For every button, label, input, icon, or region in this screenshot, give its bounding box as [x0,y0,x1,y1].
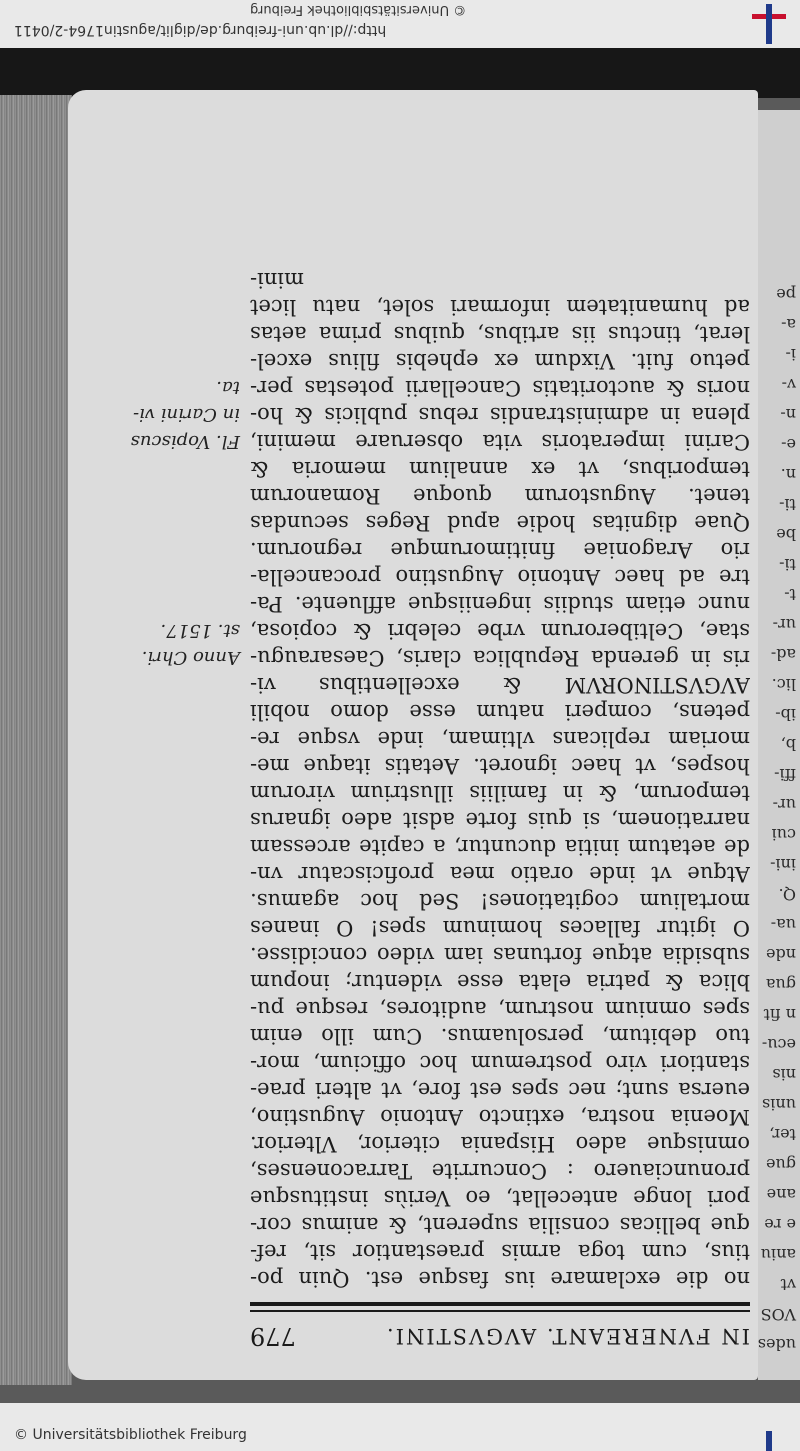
text-line: Moenia nostra, extincto Antonio Augustino, [250,1105,750,1129]
facing-fragment: ane [766,1185,796,1204]
facing-fragment: ad- [770,645,796,664]
margin-note: in Carini vi- [132,404,240,425]
margin-note: Fl. Vopiscus [130,431,240,452]
facing-fragment: nis [772,1065,796,1084]
page-edges [0,95,72,1385]
text-line: moriam replicans vltimam, inde vsque re- [250,727,750,751]
rule-thick [250,1302,750,1306]
facing-fragment: vt [780,1275,796,1294]
facing-fragment: ti- [779,555,796,574]
margin-note: Anno Chri. [141,647,240,668]
facing-fragment: ecu- [761,1035,796,1054]
text-line: petens, comperi natum esse domo nobili [250,700,750,724]
facing-fragment: pe [776,285,796,304]
facing-fragment: unis [762,1095,796,1114]
facing-page [758,110,800,1380]
text-line: que bellicas consilia superent, & animus cor- [250,1213,750,1237]
text-line: AVGVSTINORVM & excellentibus vi- [250,673,750,697]
text-line: omnisque adeo Hispania citerior, Vlterior. [250,1132,750,1156]
text-line: tre ad haec Antonio Augustino procancella- [250,565,750,589]
facing-fragment: ur- [772,795,796,814]
text-line: ris in gerenda Republica claris, Caesaraugu- [250,646,750,670]
text-line: rio Aragoniae finitimorumque regnorum. [250,538,750,562]
facing-fragment: i- [785,345,796,364]
facing-fragment: gue [765,1155,796,1174]
facing-fragment: ti- [779,495,796,514]
text-line: petuo fuit. Vixdum ex ephebis filius excel- [250,349,750,373]
facing-fragment: ur- [772,615,796,634]
facing-fragment: n- [780,405,796,424]
text-line: tenet. Augustorum quoque Romanorum [250,484,750,508]
text-line: ad humanitatem informari solet, natu licet [250,295,750,319]
text-line: no die exclamare ius fasque est. Quin po- [250,1267,750,1291]
library-logo [752,4,786,44]
footer-banner [0,1403,800,1451]
facing-fragment: lic. [771,675,796,694]
text-line: lerat, tinctus iis artibus, quibus prima aetas [250,322,750,346]
text-line: plena in administrandis rebus publicis & ho- [250,403,750,427]
text-line: tius, cum toga armis praestantior sit, ref- [250,1240,750,1264]
text-line: temporibus, vt ex annalium memoria & [250,457,750,481]
facing-fragment: v- [781,375,796,394]
facing-fragment: cui [771,825,796,844]
facing-fragment: ini- [770,855,796,874]
text-line: Quae dignitas hodie apud Reges secundas [250,511,750,535]
text-line: spes omnium nostrum, auditores, resque pu- [250,997,750,1021]
facing-fragment: n. [780,465,796,484]
facing-fragment: aniu [760,1245,796,1264]
facing-fragment: a- [781,315,796,334]
text-line: pori longe antecellat, eo Veriùs institusque [250,1186,750,1210]
header-banner [0,0,800,48]
facing-fragment: e- [781,435,796,454]
facing-fragment: e re [764,1215,796,1234]
facing-fragment: Q. [778,885,796,904]
facing-fragment: n fit [763,1005,796,1024]
text-line: blica & patria elata esse videntur; inopum [250,970,750,994]
footer-logo [752,1431,786,1451]
text-line: nunc etiam studiis ingeniisque affluente. Pa- [250,592,750,616]
text-line: subsidia atque fortunas iam video concidisse. [250,943,750,967]
facing-fragment: ffi- [774,765,796,784]
margin-note: st. 1517. [160,620,240,641]
facing-fragment: gua [765,975,796,994]
facing-fragment: VOS [760,1305,796,1324]
facing-fragment: ter, [769,1125,796,1144]
text-line: mini- [250,268,304,292]
source-url[interactable]: http://dl.ub.uni-freiburg.de/diglit/agustin1764-2/0411 [14,22,387,38]
running-head [250,1310,750,1350]
text-line: O igitur fallaces hominum spes! O inanes [250,916,750,940]
text-line: pronunciauero : Concurrite Tarraconenses, [250,1159,750,1183]
text-line: noris & auctoritatis Cancellarii potestas per- [250,376,750,400]
facing-fragment: be [776,525,796,544]
text-line: stantiori viro postremum hoc officium, mor- [250,1051,750,1075]
body-text [250,266,750,1292]
facing-fragment: udes [758,1335,796,1354]
text-line: Atque vt inde oratio mea proficiscatur vn- [250,862,750,886]
text-line: tuo debitum, persoluamus. Cum illo enim [250,1024,750,1048]
text-line: hospes, vt haec ignoret. Aetatis itaque me- [250,754,750,778]
text-line: narrationem, si quis forte adsit adeo ignarus [250,808,750,832]
rule-thin [250,1310,750,1312]
margin-note: ta. [216,377,240,398]
credit-line: © Universitätsbibliothek Freiburg [250,2,467,17]
facing-fragment: nde [765,945,796,964]
footer-credit: © Universitätsbibliothek Freiburg [14,1427,247,1443]
text-line: Carini imperatoris vita obseruare memini, [250,430,750,454]
text-line: mortalium cogitationes! Sed hoc agamus. [250,889,750,913]
facing-fragment: ib- [775,705,796,724]
facing-fragment: t- [784,585,796,604]
text-line: de aetatum initia ducuntur, a capite arcessam [250,835,750,859]
text-line: temporum, & in familiis illustrium virorum [250,781,750,805]
text-line: stae, Celtiberorum vrbe celebri & copiosa, [250,619,750,643]
facing-fragment: b, [780,735,796,754]
page-number: 779 [250,1322,296,1350]
facing-fragment: ua- [770,915,796,934]
page-content [110,150,750,1350]
text-line: euersa sunt; nec spes est fore, vt alteri prae- [250,1078,750,1102]
running-head-title: IN FVNEREANT. AVGVSTINI. [385,1324,750,1348]
